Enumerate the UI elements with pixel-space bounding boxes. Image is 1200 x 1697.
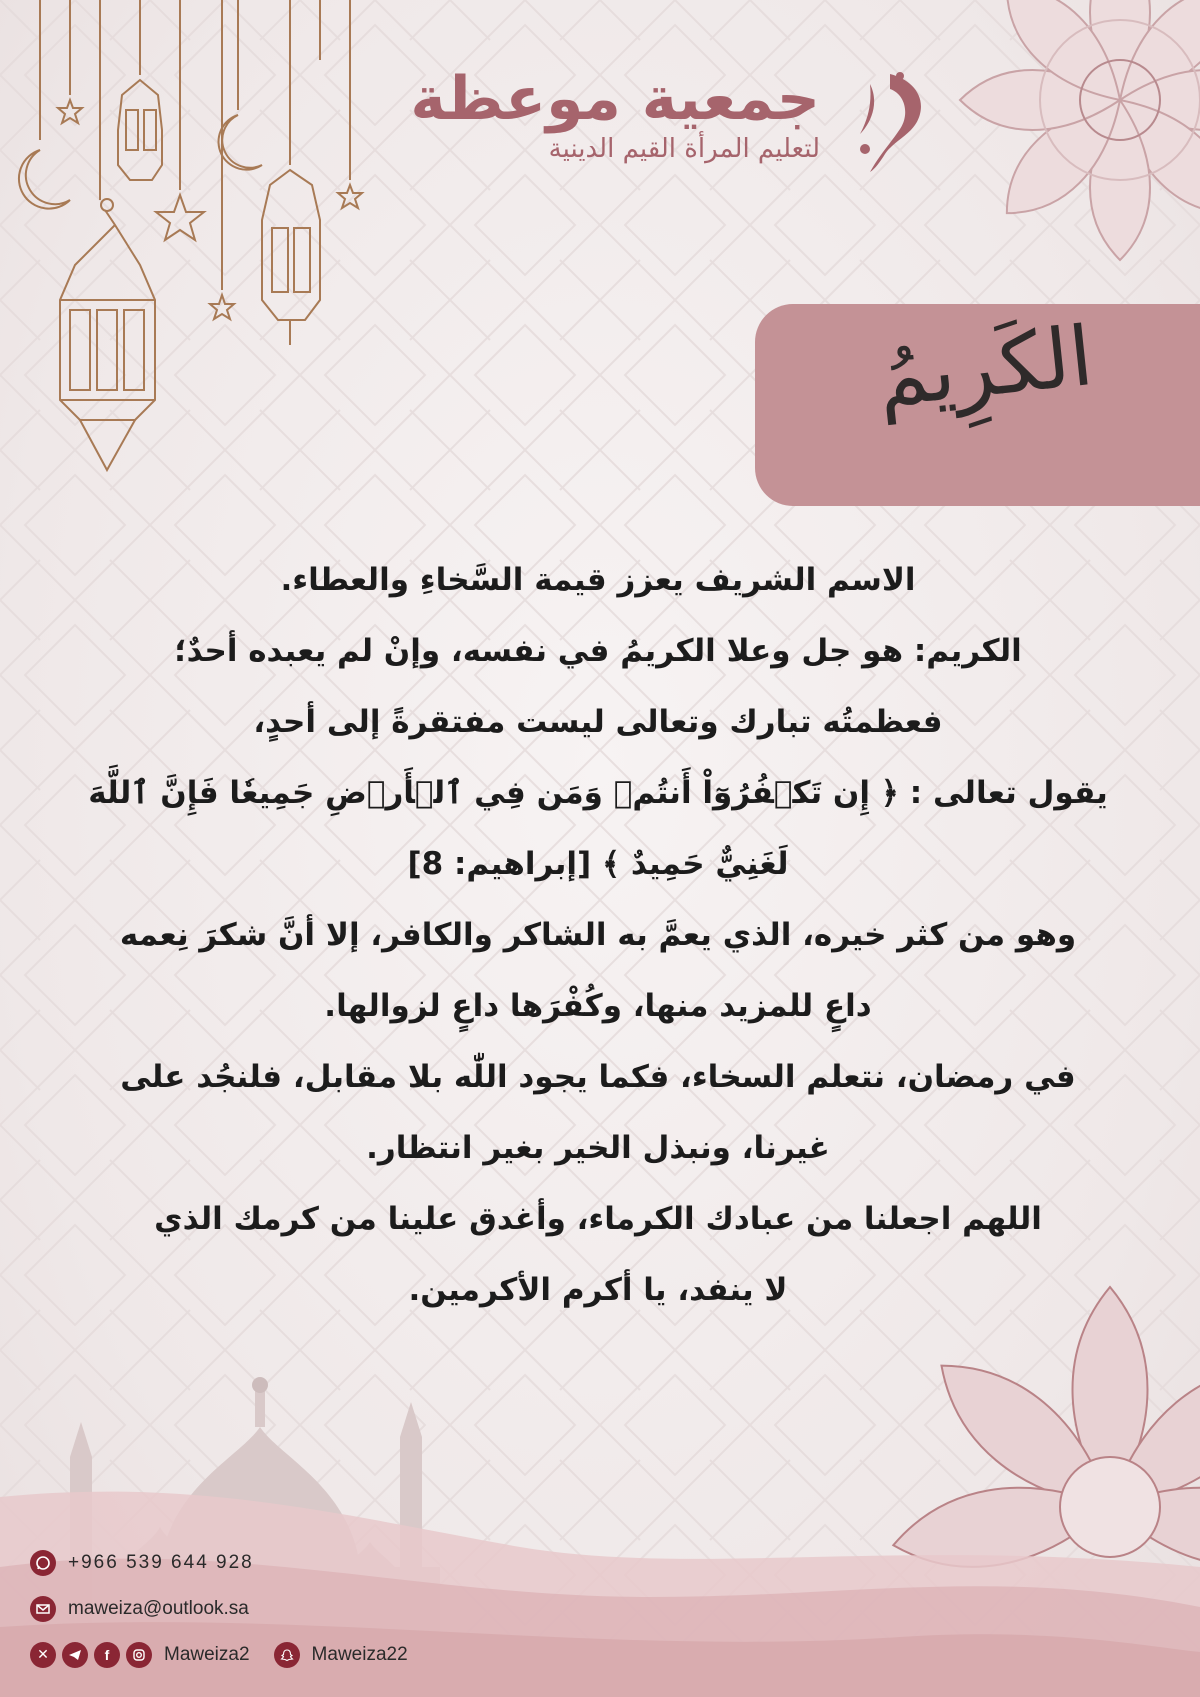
page-title: الكَرِيمُ bbox=[872, 308, 1098, 427]
mandala-flower-icon bbox=[920, 0, 1200, 300]
body-line: لا ينفد، يا أكرم الأكرمين. bbox=[408, 1272, 788, 1308]
social-row bbox=[30, 1632, 510, 1678]
whatsapp-icon[interactable] bbox=[30, 1550, 56, 1576]
body-line: اللهم اجعلنا من عبادك الكرماء، وأغدق علينا من كرمك الذي bbox=[154, 1201, 1042, 1237]
body-text bbox=[48, 545, 1148, 1326]
body-line: الكريم: هو جل وعلا الكريمُ في نفسه، وإنْ لم يعبده أحدٌ؛ bbox=[174, 633, 1022, 669]
contact-info bbox=[30, 1540, 510, 1678]
quran-verse-line: لَغَنِيٌّ حَمِيدٌ ﴾ [إبراهيم: 8] bbox=[407, 846, 789, 882]
phone-row bbox=[30, 1540, 510, 1586]
social-handle-2[interactable]: Maweiza22 bbox=[311, 1644, 408, 1665]
body-line: غيرنا، ونبذل الخير بغير انتظار. bbox=[366, 1130, 830, 1166]
social-handle-1[interactable]: Maweiza2 bbox=[164, 1644, 250, 1665]
body-line: وهو من كثر خيره، الذي يعمَّ به الشاكر والكافر، إلا أنَّ شكرَ نِعمه bbox=[119, 917, 1077, 953]
email-icon[interactable] bbox=[30, 1596, 56, 1622]
phone-number[interactable]: +966 539 644 928 bbox=[68, 1552, 254, 1573]
instagram-icon[interactable] bbox=[126, 1642, 152, 1668]
organization-logo bbox=[380, 64, 940, 174]
quran-verse-line: يقول تعالى : ﴿ إِن تَكۡفُرُوٓاْ أَنتُمۡ وَمَن فِي ٱلۡأَرۡضِ جَمِيعٗا فَإِنَّ ٱللَّهَ bbox=[88, 775, 1108, 811]
x-icon[interactable]: ✕ bbox=[30, 1642, 56, 1668]
lanterns-decoration bbox=[0, 0, 380, 500]
body-line: الاسم الشريف يعزز قيمة السَّخاءِ والعطاء. bbox=[280, 562, 916, 598]
email-address[interactable]: maweiza@outlook.sa bbox=[68, 1598, 249, 1619]
logo-subtitle: لتعليم المرأة القيم الدينية bbox=[548, 134, 820, 164]
body-line: داعٍ للمزيد منها، وكُفْرَها داعٍ لزوالها. bbox=[324, 988, 872, 1024]
telegram-icon[interactable] bbox=[62, 1642, 88, 1668]
facebook-icon[interactable]: f bbox=[94, 1642, 120, 1668]
calligraphy-logo-icon bbox=[840, 64, 940, 174]
email-row bbox=[30, 1586, 510, 1632]
logo-title: جمعية موعظة bbox=[410, 64, 820, 134]
body-line: في رمضان، نتعلم السخاء، فكما يجود اللّٰه بلا مقابل، فلنجُد على bbox=[120, 1059, 1076, 1095]
snapchat-icon[interactable] bbox=[274, 1642, 300, 1668]
body-line: فعظمتُه تبارك وتعالى ليست مفتقرةً إلى أحدٍ، bbox=[253, 704, 943, 740]
